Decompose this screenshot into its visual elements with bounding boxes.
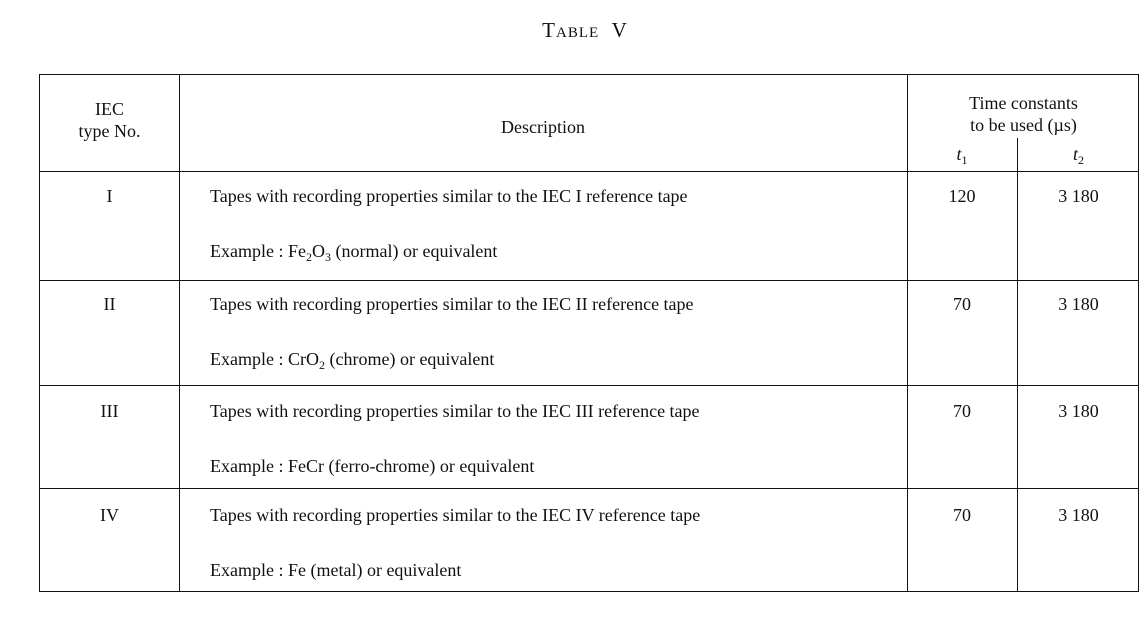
row-divider: [40, 488, 1138, 489]
iec-tape-table: [39, 74, 1139, 592]
row-t2-value: 3 180: [1058, 401, 1099, 421]
row-t2-value: 3 180: [1058, 294, 1099, 314]
row-divider: [40, 171, 1138, 172]
row-t1-value: 70: [953, 505, 971, 525]
row-type: II: [103, 294, 116, 314]
row-description: Tapes with recording properties similar to the IEC IV reference tape: [210, 505, 701, 525]
row-divider: [40, 280, 1138, 281]
row-example: Example : Fe (metal) or equivalent: [210, 560, 462, 580]
row-t1-value: 70: [953, 294, 971, 314]
row-description: Tapes with recording properties similar to the IEC II reference tape: [210, 294, 694, 314]
row-example: Example : CrO$_2$ (chrome) or equivalent: [210, 349, 495, 372]
row-example: Example : FeCr (ferro-chrome) or equivalent: [210, 456, 535, 476]
row-example: Example : $Fe_2O_3$ (normal) or equivalent: [210, 241, 498, 264]
column-divider: [179, 75, 180, 591]
row-type: I: [106, 186, 113, 206]
row-type: IV: [100, 505, 119, 525]
row-t2-value: 3 180: [1058, 505, 1099, 525]
row-t1-value: 120: [948, 186, 976, 206]
row-description: Tapes with recording properties similar to the IEC III reference tape: [210, 401, 700, 421]
header-time-constants: Time constants to be used (µs): [969, 93, 1078, 135]
header-t2: $t_2$: [1072, 144, 1084, 167]
header-iec-type: IEC type No.: [78, 99, 141, 141]
table-title: Table V: [542, 18, 628, 42]
row-description: Tapes with recording properties similar to the IEC I reference tape: [210, 186, 688, 206]
row-t1-value: 70: [953, 401, 971, 421]
row-type: III: [100, 401, 119, 421]
row-divider: [40, 385, 1138, 386]
header-t1: $t_1$: [956, 144, 968, 167]
row-t2-value: 3 180: [1058, 186, 1099, 206]
header-description: Description: [501, 117, 585, 137]
